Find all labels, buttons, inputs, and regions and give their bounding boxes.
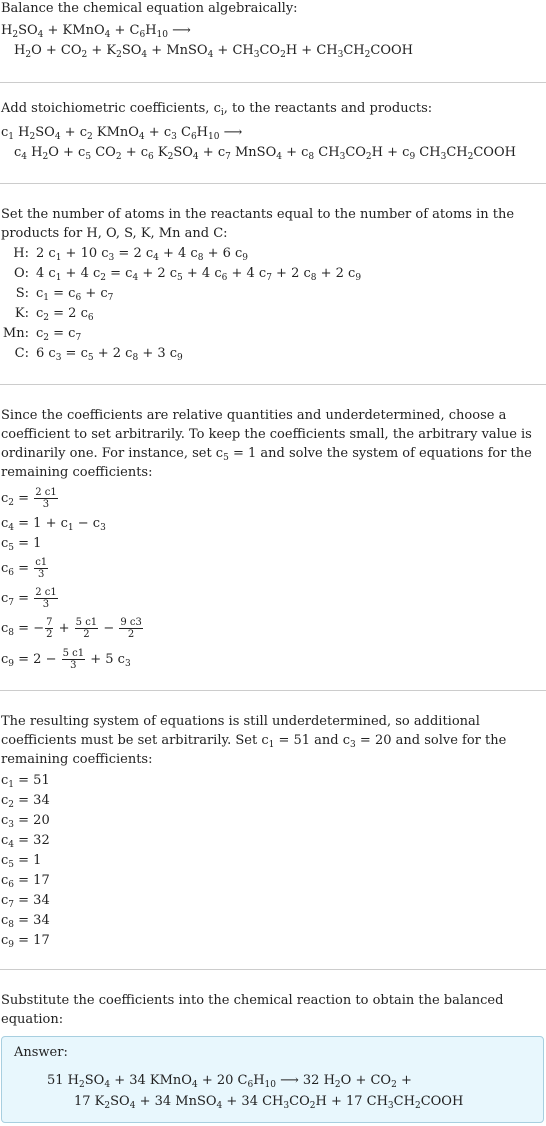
coefficient-value-row: $c_6 = 17$ bbox=[1, 873, 50, 890]
atom-equation: 4 $c_1 + 4$ $c_2 = c_4 + 2$ $c_5 + 4$ $c_6 + 4$ $c_7 + 2$ $c_8 + 2$ $c_9$ bbox=[36, 266, 362, 283]
balanced-equation-line2: 17 $K_2SO_4 + 34$ MnSO$_4$ + 34 $CH_3CO_2H + 17$ $CH_3CH_2COOH$ bbox=[74, 1094, 464, 1111]
answer-label: Answer: bbox=[14, 1045, 68, 1060]
coefficients-intro: Add stoichiometric coefficients, $c_i$, to the reactants and products: bbox=[1, 101, 433, 118]
atom-equation: $c_2 = c_7$ bbox=[36, 326, 82, 343]
final-text-line2: equation: bbox=[1, 1012, 64, 1027]
solution-c4: $c_4 = 1 + c_1 - c_3$ bbox=[1, 516, 106, 533]
solution-c6: $c_6$ = $\frac{c1}{3}$ bbox=[1, 557, 48, 580]
divider bbox=[0, 969, 546, 970]
arbitrary-text-line3: ordinarily one. For instance, set $c_5 = 1$ and solve the system of equations for the bbox=[1, 446, 532, 463]
atoms-text-line1: Set the number of atoms in the reactants equal to the number of atoms in the bbox=[1, 207, 515, 222]
answer-box bbox=[1, 1036, 544, 1123]
arbitrary-text-line1: Since the coefficients are relative quantities and underdetermined, choose a bbox=[1, 408, 507, 423]
coefficient-value-row: $c_5 = 1$ bbox=[1, 853, 42, 870]
coefficient-value-row: $c_1 = 51$ bbox=[1, 773, 50, 790]
atoms-text-line2: products for H, O, S, K, Mn and C: bbox=[1, 226, 228, 241]
resulting-text-line1: The resulting system of equations is still underdetermined, so additional bbox=[1, 714, 480, 729]
coefficient-value-row: $c_9 = 17$ bbox=[1, 933, 50, 950]
divider bbox=[0, 82, 546, 83]
arbitrary-text-line4: remaining coefficients: bbox=[1, 465, 153, 480]
atom-equation: $c_2 = 2$ $c_6$ bbox=[36, 306, 94, 323]
element-label: O: bbox=[13, 266, 29, 281]
atom-equation-row bbox=[1, 285, 113, 303]
element-label: K: bbox=[14, 306, 29, 321]
solution-c2: $c_2$ = $\frac{2 c1}{3}$ bbox=[1, 487, 57, 510]
resulting-text-line2: coefficients must be set arbitrarily. Set $c_1 = 51$ and $c_3 = 20$ and solve for the bbox=[1, 733, 507, 750]
final-text-line1: Substitute the coefficients into the chemical reaction to obtain the balanced bbox=[1, 993, 504, 1008]
coefficient-value-row: $c_4 = 32$ bbox=[1, 833, 50, 850]
coefficient-equation-line1: $c_1$ $H_2SO_4 + c_2$ KMnO$_4$ + $c_3$ $C_6H_{10}$ ⟶ bbox=[1, 125, 243, 142]
atom-equation-row bbox=[1, 305, 94, 323]
arbitrary-text-line2: coefficient to set arbitrarily. To keep the coefficients small, the arbitrary value is bbox=[1, 427, 532, 442]
solution-c5: $c_5 = 1$ bbox=[1, 536, 42, 553]
coefficient-value-row: $c_3 = 20$ bbox=[1, 813, 50, 830]
atom-equation: 2 $c_1 + 10$ $c_3 = 2$ $c_4 + 4$ $c_8 + 6$ $c_9$ bbox=[36, 246, 249, 263]
atom-equation: 6 $c_3 = c_5 + 2$ $c_8 + 3$ $c_9$ bbox=[36, 346, 183, 363]
coefficient-value-row: $c_7 = 34$ bbox=[1, 893, 50, 910]
divider bbox=[0, 690, 546, 691]
coefficient-value-row: $c_2 = 34$ bbox=[1, 793, 50, 810]
divider bbox=[0, 384, 546, 385]
element-label: S: bbox=[15, 286, 29, 301]
atom-equation: $c_1 = c_6 + c_7$ bbox=[36, 286, 114, 303]
element-label: Mn: bbox=[2, 326, 29, 341]
element-label: H: bbox=[13, 246, 29, 261]
solution-c9: $c_9 = 2$ − $\frac{5 c1}{3}$ + 5 $c_3$ bbox=[1, 648, 131, 671]
unbalanced-equation-line2: $H_2O + CO_2 + K_2SO_4$ + MnSO$_4$ + $CH_3CO_2H$ + $CH_3CH_2COOH$ bbox=[14, 43, 413, 60]
atom-equation-row bbox=[1, 325, 81, 343]
element-label: C: bbox=[14, 346, 29, 361]
solution-c7: $c_7$ = $\frac{2 c1}{3}$ bbox=[1, 587, 57, 610]
intro-heading: Balance the chemical equation algebraically: bbox=[1, 1, 298, 16]
divider bbox=[0, 183, 546, 184]
unbalanced-equation-line1: $H_2SO_4$ + KMnO$_4$ + $C_6H_{10}$ ⟶ bbox=[1, 23, 191, 40]
resulting-text-line3: remaining coefficients: bbox=[1, 752, 153, 767]
atom-equation-row bbox=[1, 345, 183, 363]
atom-equation-row bbox=[1, 245, 248, 263]
coefficient-value-row: $c_8 = 34$ bbox=[1, 913, 50, 930]
coefficient-equation-line2: $c_4$ $H_2O + c_5$ $CO_2 + c_6$ $K_2SO_4 + c_7$ MnSO$_4$ + $c_8$ $CH_3CO_2H + c_9$ $CH_3CH_2COOH$ bbox=[14, 145, 516, 162]
atom-equation-row bbox=[1, 265, 361, 283]
balanced-equation-line1: 51 $H_2SO_4 + 34$ KMnO$_4$ + 20 $C_6H_{10}$ ⟶ 32 $H_2O + CO_2$ + bbox=[47, 1073, 412, 1090]
solution-c8: $c_8$ = − $\frac{7}{2}$ + $\frac{5 c1}{2}$ − $\frac{9 c3}{2}$ bbox=[1, 617, 142, 640]
